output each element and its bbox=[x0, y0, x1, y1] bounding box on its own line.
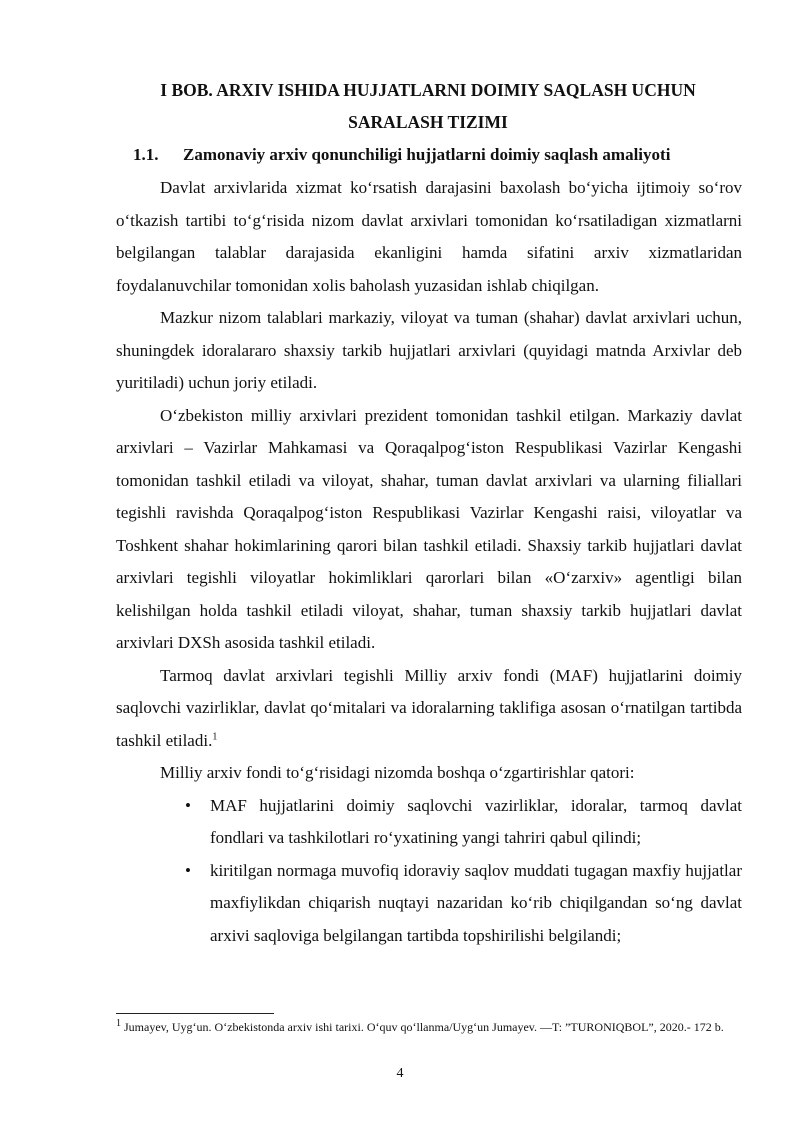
section-title: Zamonaviy arxiv qonunchiligi hujjatlarni doimiy saqlash amaliyoti bbox=[183, 145, 671, 164]
paragraph: Mazkur nizom talablari markaziy, viloyat va tuman (shahar) davlat arxivlari uchun, shuningdek idoralararo shaxsiy tarkib hujjatlari arxivlari (quyidagi matnda Arxivlar deb yuritiladi) uchun joriy etiladi. bbox=[116, 308, 742, 392]
bullet-icon: • bbox=[185, 860, 191, 880]
paragraph-with-footnote bbox=[116, 660, 742, 758]
footnote-reference[interactable]: 1 bbox=[212, 730, 218, 742]
list-item bbox=[116, 790, 742, 855]
footnote bbox=[116, 1019, 742, 1036]
list-item-text: kiritilgan normaga muvofiq idoraviy saqlov muddati tugagan maxfiy hujjatlar maxfiylikdan chiqarish nuqtayi nazaridan ko‘rib chiqilgandan so‘ng davlat arxivi saqloviga belgilangan tartibda topshirilishi belgilandi; bbox=[210, 860, 742, 945]
body-text bbox=[116, 172, 742, 952]
section-heading bbox=[133, 144, 670, 166]
bullet-list bbox=[116, 790, 742, 953]
section-number: 1.1. bbox=[133, 145, 159, 164]
paragraph: O‘zbekiston milliy arxivlari prezident tomonidan tashkil etilgan. Markaziy davlat arxivlari – Vazirlar Mahkamasi va Qoraqalpog‘iston Respublikasi Vazirlar Kengashi tomonidan tashkil etiladi va viloyat, shahar, tuman davlat arxivlari va ularning filiallari tegishli ravishda Qoraqalpog‘iston Respublikasi Vazirlar Kengashi raisi, viloyatlar va Toshkent shahar hokimlarining qarori bilan tashkil etiladi. Shaxsiy tarkib hujjatlari davlat arxivlari tegishli viloyatlar hokimliklari qarorlari bilan «O‘zarxiv» agentligi bilan kelishilgan holda tashkil etiladi viloyat, shahar, tuman shaxsiy tarkib hujjatlari davlat arxivlari DXSh asosida tashkil etiladi. bbox=[116, 405, 742, 652]
paragraph-text: Tarmoq davlat arxivlari tegishli Milliy arxiv fondi (MAF) hujjatlarini doimiy saqlovchi vazirliklar, davlat qo‘mitalari va idoralarning taklifiga asosan o‘rnatilgan tartibda tashkil etiladi. bbox=[116, 665, 742, 750]
list-item bbox=[116, 855, 742, 953]
footnote-marker: 1 bbox=[116, 1018, 121, 1029]
bullet-icon: • bbox=[185, 795, 191, 815]
footnote-separator bbox=[116, 1013, 274, 1014]
paragraph: Milliy arxiv fondi to‘g‘risidagi nizomda boshqa o‘zgartirishlar qatori: bbox=[160, 763, 635, 782]
paragraph: Davlat arxivlarida xizmat ko‘rsatish darajasini baxolash bo‘yicha ijtimoiy so‘rov o‘tkazish tartibi to‘g‘risida nizom davlat arxivlari tomonidan ko‘rsatiladigan xizmatlarni belgilangan talablar darajasida ekanligini hamda sifatini arxiv xizmatlaridan foydalanuvchilar tomonidan xolis baholash yuzasidan ishlab chiqilgan. bbox=[116, 178, 742, 295]
list-item-text: MAF hujjatlarini doimiy saqlovchi vazirliklar, idoralar, tarmoq davlat fondlari va tashkilotlari ro‘yxatining yangi tahriri qabul qilindi; bbox=[210, 795, 742, 847]
footnote-text: Jumayev, Uyg‘un. O‘zbekistonda arxiv ishi tarixi. O‘quv qo‘llanma/Uyg‘un Jumayev. —T: ”TURONIQBOL”, 2020.- 172 b. bbox=[124, 1020, 724, 1034]
chapter-title: I BOB. ARXIV ISHIDA HUJJATLARNI DOIMIY SAQLASH UCHUN SARALASH TIZIMI bbox=[160, 80, 696, 132]
page-number: 4 bbox=[396, 1066, 404, 1081]
